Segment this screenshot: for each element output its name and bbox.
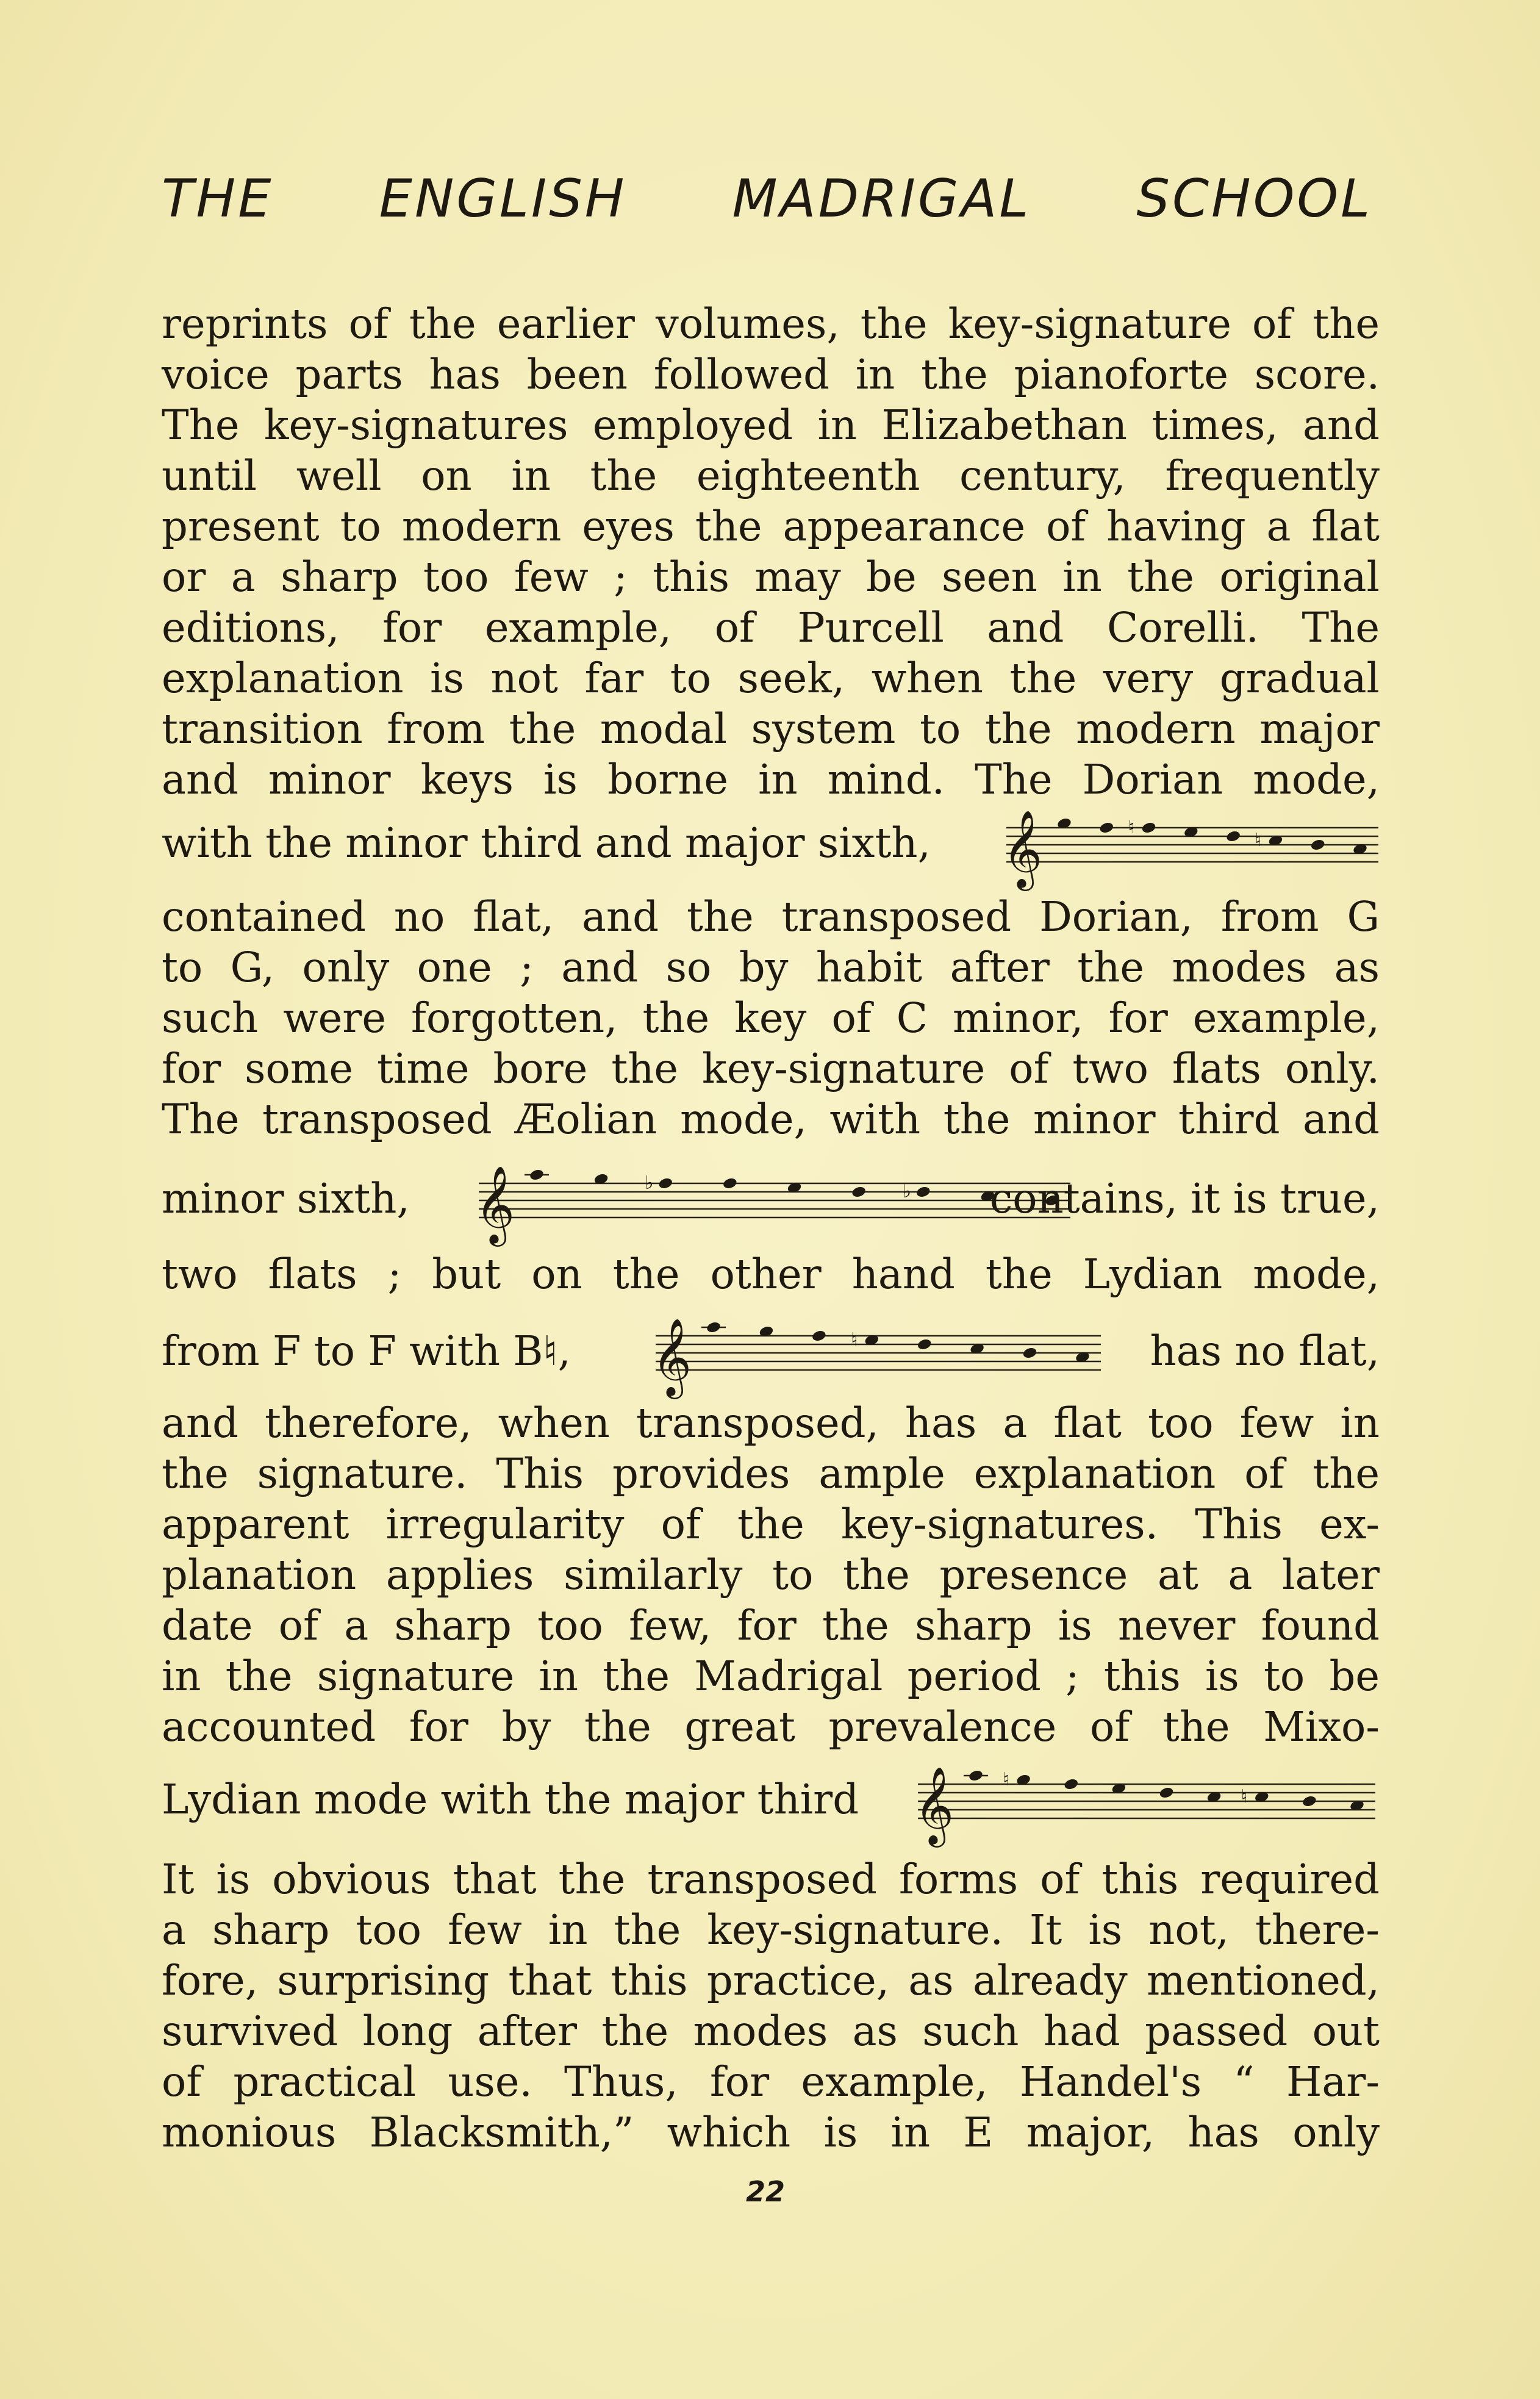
note-head (1310, 838, 1326, 852)
page-number: 22 (745, 2175, 785, 2208)
text-block-3 (162, 1398, 1380, 1752)
treble-clef-icon: 𝄞 (652, 1318, 692, 1396)
accidental-icon: ♮ (1003, 1769, 1009, 1790)
text-line: for some time bore the key-signature of two flats only. (162, 1045, 1380, 1092)
note-head (706, 1321, 722, 1334)
text-line: fore, surprising that this practice, as already mentioned, (162, 1957, 1380, 2004)
text-line: reprints of the earlier volumes, the key-signature of the (162, 300, 1380, 348)
note-head (1159, 1786, 1175, 1799)
text-line: voice parts has been followed in the pianoforte score. (162, 351, 1380, 398)
running-head: THE ENGLISH MADRIGAL SCHOOL (162, 168, 1372, 229)
aeolian-mode-example (467, 1159, 1076, 1250)
text-line: and therefore, when transposed, has a flat too few in (162, 1399, 1380, 1447)
dorian-line (162, 809, 1380, 888)
text-segment: from F to F with B♮, (162, 1327, 571, 1375)
treble-clef-icon: 𝄞 (914, 1766, 954, 1844)
text-line: such were forgotten, the key of C minor, for example, (162, 994, 1380, 1042)
accidental-icon: ♮ (851, 1329, 858, 1350)
text-segment: Lydian mode with the major third (162, 1776, 859, 1823)
note-head (851, 1185, 867, 1199)
accidental-icon: ♮ (1255, 830, 1262, 851)
text-block-4 (162, 1854, 1380, 2158)
note-head (722, 1177, 738, 1190)
note-head (1141, 821, 1157, 834)
note-head (1225, 830, 1241, 843)
text-segment: with the minor third and major sixth, (162, 819, 931, 867)
text-line: until well on in the eighteenth century, frequently (162, 452, 1380, 500)
treble-clef-icon: 𝄞 (1003, 809, 1043, 888)
accidental-icon: ♭ (902, 1181, 911, 1202)
accidental-icon: ♮ (1128, 817, 1135, 838)
text-line: editions, for example, of Purcell and Corelli. The (162, 604, 1380, 651)
treble-clef-icon: 𝄞 (475, 1165, 515, 1243)
lydian-line (162, 1318, 1380, 1396)
note-head (1098, 821, 1114, 834)
text-line: a sharp too few in the key-signature. It is not, there- (162, 1906, 1380, 1954)
text-line: monious Blacksmith,” which is in E major, has only (162, 2109, 1380, 2156)
text-line: two flats ; but on the other hand the Lydian mode, (162, 1250, 1380, 1298)
text-segment: has no flat, (1150, 1327, 1380, 1375)
text-line: transition from the modal system to the modern major (162, 705, 1380, 753)
note-head (1063, 1777, 1079, 1791)
text-line: survived long after the modes as such had passed out (162, 2007, 1380, 2055)
lydian-mode-example (643, 1311, 1107, 1403)
text-line: apparent irregularity of the key-signatures. This ex- (162, 1501, 1380, 1548)
lydian-intro (162, 1249, 1380, 1300)
mixolydian-mode-example (906, 1760, 1381, 1851)
text-line: in the signature in the Madrigal period ; this is to be (162, 1652, 1380, 1700)
note-head (968, 1769, 984, 1782)
dorian-mode-example (994, 803, 1384, 895)
accidental-icon: ♭ (645, 1172, 654, 1194)
note-head (915, 1185, 931, 1199)
note-head (1022, 1346, 1038, 1360)
text-line: and minor keys is borne in mind. The Dorian mode, (162, 756, 1380, 803)
note-head (657, 1177, 673, 1190)
text-line: or a sharp too few ; this may be seen in the original (162, 553, 1380, 601)
text-line: of practical use. Thus, for example, Handel's “ Har- (162, 2058, 1380, 2106)
text-block-2 (162, 892, 1380, 1145)
text-line: planation applies similarly to the presence at a later (162, 1551, 1380, 1599)
text-line: the signature. This provides ample explanation of the (162, 1450, 1380, 1497)
text-segment: contains, it is true, (989, 1175, 1380, 1222)
note-head (811, 1329, 827, 1343)
note-head (529, 1168, 545, 1182)
text-line: contained no flat, and the transposed Dorian, from G (162, 893, 1380, 941)
note-head (1302, 1795, 1317, 1808)
text-line: to G, only one ; and so by habit after the modes as (162, 944, 1380, 991)
text-segment: minor sixth, (162, 1175, 410, 1222)
text-line: The transposed Æolian mode, with the minor third and (162, 1096, 1380, 1143)
text-line: present to modern eyes the appearance of having a flat (162, 503, 1380, 550)
text-line: explanation is not far to seek, when the very gradual (162, 654, 1380, 702)
text-line: date of a sharp too few, for the sharp is never found (162, 1602, 1380, 1649)
aeolian-line (162, 1165, 1380, 1243)
text-line: The key-signatures employed in Elizabethan times, and (162, 401, 1380, 449)
text-line: accounted for by the great prevalence of the Mixo- (162, 1703, 1380, 1751)
mixolydian-line (162, 1766, 1380, 1844)
text-block-1 (162, 299, 1380, 805)
accidental-icon: ♮ (1241, 1786, 1248, 1807)
text-line: It is obvious that the transposed forms of this required (162, 1856, 1380, 1903)
note-head (917, 1338, 933, 1351)
